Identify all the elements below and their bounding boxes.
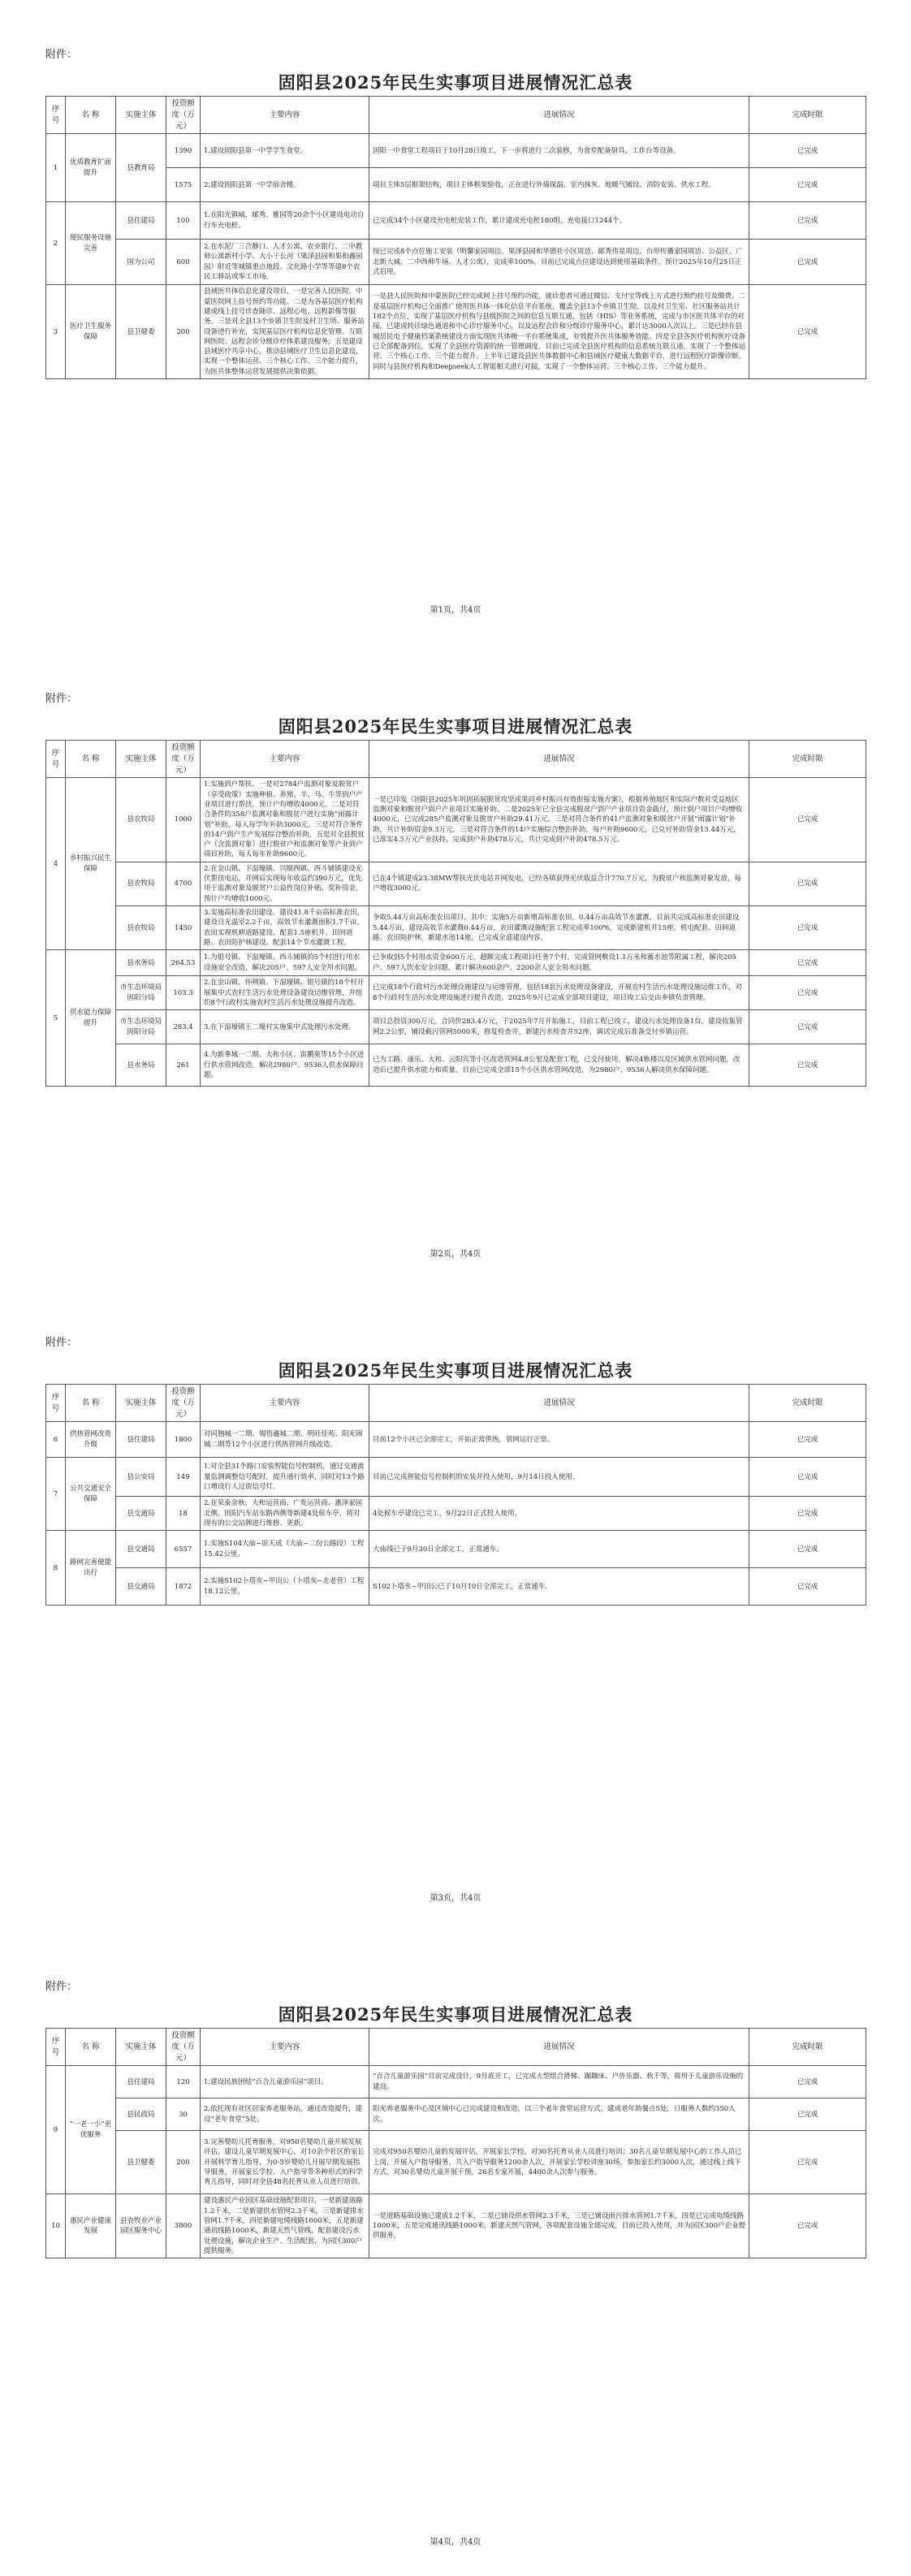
- name-cell: “一老一小”更优服务: [66, 2066, 116, 2194]
- header-row: [46, 1385, 866, 1422]
- table-row: [46, 202, 866, 240]
- name-cell: 乡村振兴民生保障: [66, 778, 116, 950]
- done-cell: 已完成: [749, 2098, 866, 2131]
- header-row: [46, 97, 866, 134]
- unit-cell: 县交通局: [116, 1531, 166, 1568]
- amount-cell: 1575: [166, 168, 201, 202]
- done-cell: 已完成: [749, 2194, 866, 2258]
- table-row: [46, 1044, 866, 1087]
- table-row: [46, 862, 866, 905]
- table-row: [46, 2131, 866, 2194]
- unit-cell: 县住建局: [116, 202, 166, 240]
- progress-cell: S102卜塔亥~甲田公已于10月10日全部完工，正常通车。: [369, 1568, 749, 1606]
- column-header: 主要内容: [201, 1385, 369, 1422]
- name-cell: 供热管网改造升级: [66, 1422, 116, 1458]
- unit-cell: 县农牧局: [116, 862, 166, 905]
- table-row: [46, 2194, 866, 2258]
- done-cell: 已完成: [749, 1010, 866, 1044]
- page-4: [0, 1932, 911, 2576]
- table-title: 固阳县2025年民生实事项目进展情况汇总表: [278, 1360, 633, 1381]
- progress-cell: 已完成34个小区建设充电桩安装工作，累计建成充电桩180组，充电接口1244个。: [369, 202, 749, 240]
- table-title: 固阳县2025年民生实事项目进展情况汇总表: [278, 2004, 633, 2025]
- amount-cell: 120: [166, 2066, 201, 2098]
- progress-cell: 一是道路基础设施已建成1.2千米，二是已铺设供水管网2.3千米，三是已铺设雨污排水管网1.7千米，四是已完成电缆线路1000米，五是完成通讯线路1000米，新建天然气管网，各项配套设施全部完成，目前已投入使用，并为园区300户企业提供服务。: [369, 2194, 749, 2258]
- content-cell: 2.在水泥厂三合静口、人才公寓、农业银行、二中教师公寓新村小学、大小干长河（果泽县园和果和鑫园园）附近等城镇重点地段、文化路小学等等建8个农民工驿站或零工市场。: [201, 240, 369, 285]
- content-cell: 2.在金山镇、怀朔镇、下湿壕镇、银号镇的18个村开展集中式农村生活污水处理设备建设运维管理，并组织8个行政村实施农村生活污水处理设施提升改造。: [201, 976, 369, 1010]
- content-cell: 1.在阳光镇城、邮秀、雅园等20余个小区建设电动自行车充电桩。: [201, 202, 369, 240]
- column-header: 名 称: [66, 97, 116, 134]
- column-header: 序号: [46, 2029, 66, 2066]
- amount-cell: 283.4: [166, 1010, 201, 1044]
- unit-cell: 县公安局: [116, 1458, 166, 1497]
- unit-cell: 县水务局: [116, 950, 166, 976]
- content-cell: 县域医共体信息化建设项目，一是完善人民医院、中蒙医院网上挂号预约等功能。二是为各基层医疗机构建成线上挂号诊查随诊、远程心电、远程影像等服务。三是对全县13个乡镇卫生院及村卫生所、服务站设备进行补充，实现基层医疗机构信息化管理、互联网医院、远程会诊分级诊疗体系建设服务。五是建设县域医疗共享中心，推动县域医疗卫生信息化建设，实现一个整体运营、三个核心工作、三个能力提升，为医共体整体运营发展提供决策依据。: [201, 285, 369, 379]
- table-row: [46, 778, 866, 862]
- progress-cell: 已为工路、康乐、大和、云阳宾等小区改造管网4.8公里及配套工程，已交付使用，解决4栋楼以及区域供水管网问题，改造后已提升供水能力和质量。目前已完成全部15个小区供水管网改造，为2980户、9536人解决供水保障问题。: [369, 1044, 749, 1087]
- content-cell: 1.为银号镇、下湿壕镇、西斗铺镇的5个村进行用水设施安全改造，解决205户、597人安全用水问题。: [201, 950, 369, 976]
- name-cell: 公共交通安全保障: [66, 1458, 116, 1531]
- column-header: 主要内容: [201, 741, 369, 778]
- amount-cell: 264.53: [166, 950, 201, 976]
- done-cell: 已完成: [749, 285, 866, 379]
- progress-cell: 阳光养老服务中心及区域中心已完成建设和改造，以三个老年食堂运营方式，建成老年助餐点5处，日服务人数约350人次。: [369, 2098, 749, 2131]
- table-row: [46, 134, 866, 168]
- progress-cell: “百合儿童游乐园”目前完成设计，9月底开工，已完成大型组合滑梯、蹦蹦床、户外乐器、秋千等，将用于儿童游乐设施的建设。: [369, 2066, 749, 2098]
- progress-cell: 大庙线已于9月30日全部完工，正常通车。: [369, 1531, 749, 1568]
- done-cell: 已完成: [749, 976, 866, 1010]
- seq-cell: 7: [46, 1458, 66, 1531]
- content-cell: 2.在荣泰金秋、大和运营商、广发运营商、惠泽家园北侧、固阳汽车站东路西侧等新建4处候车亭，将对现有的公交站牌进行维修、更新。: [201, 1497, 369, 1531]
- done-cell: 已完成: [749, 1568, 866, 1606]
- table-row: [46, 168, 866, 202]
- done-cell: 已完成: [749, 202, 866, 240]
- progress-table: [45, 740, 866, 1087]
- page-2: [0, 644, 911, 1288]
- column-header: 序号: [46, 1385, 66, 1422]
- column-header: 进展情况: [369, 1385, 749, 1422]
- table-row: [46, 906, 866, 950]
- seq-cell: 1: [46, 134, 66, 202]
- done-cell: 已完成: [749, 862, 866, 905]
- table-row: [46, 1531, 866, 1568]
- progress-cell: 完成对950名婴幼儿童的发展评估，开展家长学校。对30名托育从业人员进行培训；30名儿童早期发展中心的工作人员已上岗，开展入户指导服务，共入户指导服务1200余人次，开展家长学校讲座30场，参加家长约3000人次，通过线上线下方式，对30名婴幼儿童开展干预，26名专家开展，4400余人次参与服务。: [369, 2131, 749, 2194]
- content-cell: 4.为新華城一二期、大和小区、雷鹏苑等15个小区进行供水管网改造，解决2980户、9536人供水保障问题。: [201, 1044, 369, 1087]
- name-cell: 便民服务设施完善: [66, 202, 116, 285]
- amount-cell: 6557: [166, 1531, 201, 1568]
- content-cell: 1.实施S104大庙~原天成（大庙~二份公路段）工程15.42公里。: [201, 1531, 369, 1568]
- seq-cell: 4: [46, 778, 66, 950]
- unit-cell: 市生态环境局固阳分局: [116, 976, 166, 1010]
- unit-cell: 国为公司: [116, 240, 166, 285]
- done-cell: 已完成: [749, 1044, 866, 1087]
- column-header: 主要内容: [201, 2029, 369, 2066]
- content-cell: 2.建设固阳县第一中学宿舍楼。: [201, 168, 369, 202]
- amount-cell: 1450: [166, 906, 201, 950]
- table-row: [46, 1497, 866, 1531]
- amount-cell: 3800: [166, 2194, 201, 2258]
- table-row: [46, 1422, 866, 1458]
- unit-cell: 县卫健委: [116, 285, 166, 379]
- page-footer: 第1页，共4页: [430, 606, 481, 615]
- column-header: 投资额度（万元）: [166, 741, 201, 778]
- progress-cell: 一是县人民医院和中蒙医院已经完成网上挂号预约功能，就诊患者可通过微信、支付宝等线上方式进行预约挂号及缴费。二是基层医疗机构已全面推广使用医共体一体化信息平台系统，覆盖全县13个乡镇卫生院，以及村卫生室、社区服务站共计182个点位，实现了基层医疗机构与县级医院之间的信息互联互通，包括（HIS）等业务系统，完成与市区医共体平台的对接，已建成转诊绿色通道和中心诊疗服务中心，以及远程会诊和分级诊疗服务中心，累计达3000人次以上。三是已经在县城居民电子健康档案系统建设方面实现医共体统一平台系统集成，有效提升医共体服务效能。四是全县各医疗机构医疗设备已全部配备到位，实现了全县医疗资源的统一管理调度。目前已完成全县医疗机构的信息系统互联互通，实现了一个整体运营、三个核心工作、三个能力提升。上半年已建设县医共体数据中心和县域医疗健康大数据平台，进行远程医疗影像诊断。同时与县医疗机构和Deepseek人工智能相关进行对接，实现了一个整体运营、三个核心工作、三个能力提升。: [369, 285, 749, 379]
- done-cell: 已完成: [749, 1497, 866, 1531]
- content-cell: 建设惠民产业园区基础设施配套项目，一是新建道路1.2千米，二是新建供水管网2.3千米，三是新建排水管网1.7千米，四是新建电缆线路1000米，五是新建通讯线路1000米，新建天然气管线，配套建设污水处理设施，解决企业生产、生活配套，为园区300户提供服务。: [201, 2194, 369, 2258]
- header-row: [46, 741, 866, 778]
- content-cell: 2.实施S102卜塔亥~甲田公（卜塔亥~北老营）工程18.12公里。: [201, 1568, 369, 1606]
- page-footer: 第3页，共4页: [430, 1894, 481, 1903]
- done-cell: 已完成: [749, 950, 866, 976]
- column-header: 名 称: [66, 2029, 116, 2066]
- amount-cell: 600: [166, 240, 201, 285]
- content-cell: 3.完善婴幼儿托育服务，对950名婴幼儿童开展发展评估，建设儿童早期发展中心，对10余个社区的家长开展科学育儿指导，为0-3岁婴幼儿开展早期发展指导服务，开展家长学校、入户指导等多种形式的科学育儿指导，同时对全县48名托育从业人员进行培训。: [201, 2131, 369, 2194]
- amount-cell: 18: [166, 1497, 201, 1531]
- progress-cell: 一是已印发《固阳县2025年巩固拓展脱贫攻坚成果同乡村振兴有效衔接实施方案》，根据养殖地区和实际户数对受益地区监测对象和脱贫户到户产业项目实施补助。二是2025年已全县完成脱贫户到户产业项目资金拨付，预计到户项目户均增收4000元，已完成285户监测对象及脱贫户补助29.41万元。三是对符合条件的41户监测对象和脱贫户开展“雨露计划”补助，共计补助资金9.3万元。三是对符合条件的14户实施综合整治补助，每户补助9600元，已兑付补助资金13.44万元，已落实4.5万元产业扶持，完成到户补助478万元，共计完成到户补助478.5万元。: [369, 778, 749, 862]
- unit-cell: 县农牧业产业园区服务中心: [116, 2194, 166, 2258]
- amount-cell: 261: [166, 1044, 201, 1087]
- seq-cell: 9: [46, 2066, 66, 2194]
- progress-cell: 争取5.44万亩高标准农田项目，其中：实施5万亩新增高标准农田，0.44万亩高效节水灌溉，目前共完成高标准农田建设5.44万亩，建设高效节水灌溉0.44万亩，农田灌溉设施配套工程完成率100%，完成新建机井15座、机电配套、田间道路、农田防护林，新建水池14座，已完成全部建设内容。: [369, 906, 749, 950]
- column-header: 投资额度（万元）: [166, 97, 201, 134]
- table-row: [46, 976, 866, 1010]
- column-header: 投资额度（万元）: [166, 1385, 201, 1422]
- table-title: 固阳县2025年民生实事项目进展情况汇总表: [278, 72, 633, 93]
- column-header: 进展情况: [369, 97, 749, 134]
- progress-cell: 已在4个镇建成23.38MW帮扶光伏电站并网发电，已经各镇获得光伏收益合计770.7万元，为脱贫户和监测对象发放，每户增收3000元。: [369, 862, 749, 905]
- seq-cell: 8: [46, 1531, 66, 1606]
- seq-cell: 3: [46, 285, 66, 379]
- progress-table: [45, 2028, 866, 2258]
- content-cell: 2.依托现有社区居家养老服务站，通过改造提升，建设“老年食堂”5处。: [201, 2098, 369, 2131]
- seq-cell: 2: [46, 202, 66, 285]
- page-3: [0, 1288, 911, 1932]
- content-cell: 3.实施高标准农田建设。建设41.8千亩高标准农田，建设日光温室2.2千亩，高效节水灌溉面积1.7千亩，农田实现机耕道路建设、配套1.5座机井、田间道路、农田防护林建设、配套14个节水灌溉工程。: [201, 906, 369, 950]
- progress-cell: 目前12个小区已全部完工，开始正常供热，管网运行正常。: [369, 1422, 749, 1458]
- unit-cell: 县交通局: [116, 1568, 166, 1606]
- done-cell: 已完成: [749, 778, 866, 862]
- seq-cell: 5: [46, 950, 66, 1087]
- column-header: 实施主体: [116, 741, 166, 778]
- name-cell: 供水能力保障提升: [66, 950, 116, 1087]
- table-row: [46, 1568, 866, 1606]
- done-cell: 已完成: [749, 1458, 866, 1497]
- table-row: [46, 285, 866, 379]
- table-row: [46, 240, 866, 285]
- column-header: 名 称: [66, 1385, 116, 1422]
- table-row: [46, 950, 866, 976]
- content-cell: 1.实施到户帮扶。一是对2784户监测对象及脱贫户（享受政策）实施种植、养殖、羊、马、牛等到户产业项目进行帮扶，预计户均增收4000元。二是对符合条件的358户监测对象和脱贫户进行实施“雨露计划”补助，每人每学年补助3000元。三是对符合条件的14户到户生产发展综合整治补助，五是对全县脱贫户（含监测对象）进行脱贫户和监测对象等产业到户项目补助，每人每年补助9600元。: [201, 778, 369, 862]
- progress-cell: 目前已完成智能信号控制机的安装并投入使用，9月14日投入使用。: [369, 1458, 749, 1497]
- progress-cell: 已完成18个行政村污水处理设施建设与运维管理，包括18套污水处理设备建设，开展农村生活污水处理设施运维工作，对8个行政村生活污水处理设施进行提升改造。2025年9月已完成全部项目建设，项目竣工后交由乡镇负责管理。: [369, 976, 749, 1010]
- unit-cell: 县水务局: [116, 1044, 166, 1087]
- progress-table: [45, 96, 866, 379]
- page-footer: 第2页，共4页: [430, 1250, 481, 1259]
- amount-cell: 200: [166, 2131, 201, 2194]
- unit-cell: 市生态环境局固阳分局: [116, 1010, 166, 1044]
- progress-cell: 固阳一中食堂工程项目于10月28日竣工，下一步将进行二次装修，为食堂配备厨具、工作台等设备。: [369, 134, 749, 168]
- done-cell: 已完成: [749, 240, 866, 285]
- column-header: 实施主体: [116, 1385, 166, 1422]
- content-cell: 3.在下湿壕镇王二壕村实施集中式处理污水处理。: [201, 1010, 369, 1044]
- done-cell: 已完成: [749, 2066, 866, 2098]
- unit-cell: 县卫健委: [116, 2131, 166, 2194]
- amount-cell: 1390: [166, 134, 201, 168]
- progress-table: [45, 1384, 866, 1606]
- column-header: 进展情况: [369, 741, 749, 778]
- done-cell: 已完成: [749, 1422, 866, 1458]
- amount-cell: 103.3: [166, 976, 201, 1010]
- content-cell: 1.对全县31个路口安装智能信号控制机，通过交通流量监测调整信号配时，提升通行效率，同时对13个路口增设行人过街信号灯。: [201, 1458, 369, 1497]
- seq-cell: 6: [46, 1422, 66, 1458]
- progress-cell: 4处候车亭建设已完工，9月22日正式投入使用。: [369, 1497, 749, 1531]
- header-row: [46, 2029, 866, 2066]
- progress-cell: 项目主体5层框架结构，项目主体框架验收，正在进行外墙保温、室内抹灰、地暖气铺设、消防安装、供水工程。: [369, 168, 749, 202]
- table-row: [46, 1010, 866, 1044]
- column-header: 实施主体: [116, 97, 166, 134]
- unit-cell: 县教育局: [116, 134, 166, 202]
- content-cell: 1.建设固阳县第一中学学生食堂。: [201, 134, 369, 168]
- content-cell: 2.在金山镇、下湿壕镇、兴顺西镇、西斗铺镇建设光伏帮扶电站，并网后实现每年收益约390万元，优先用于监测对象及脱贫户公益性岗位补贴、奖补资金，预计户均增收1000元。: [201, 862, 369, 905]
- column-header: 序号: [46, 741, 66, 778]
- amount-cell: 1800: [166, 1422, 201, 1458]
- column-header: 实施主体: [116, 2029, 166, 2066]
- attachment-label: 附件：: [45, 1981, 78, 1993]
- table-title: 固阳县2025年民生实事项目进展情况汇总表: [278, 716, 633, 737]
- name-cell: 医疗卫生服务保障: [66, 285, 116, 379]
- attachment-label: 附件：: [45, 1337, 78, 1349]
- seq-cell: 10: [46, 2194, 66, 2258]
- amount-cell: 100: [166, 202, 201, 240]
- unit-cell: 县交通局: [116, 1497, 166, 1531]
- done-cell: 已完成: [749, 1531, 866, 1568]
- amount-cell: 1000: [166, 778, 201, 862]
- table-row: [46, 2098, 866, 2131]
- unit-cell: 县农牧局: [116, 906, 166, 950]
- amount-cell: 200: [166, 285, 201, 379]
- unit-cell: 县农牧局: [116, 778, 166, 862]
- page-1: [0, 0, 911, 644]
- name-cell: 惠民产业健康发展: [66, 2194, 116, 2258]
- column-header: 投资额度（万元）: [166, 2029, 201, 2066]
- amount-cell: 30: [166, 2098, 201, 2131]
- page-footer: 第4页，共4页: [430, 2538, 481, 2547]
- done-cell: 已完成: [749, 134, 866, 168]
- amount-cell: 4700: [166, 862, 201, 905]
- done-cell: 已完成: [749, 2131, 866, 2194]
- unit-cell: 县民政局: [116, 2098, 166, 2131]
- unit-cell: 县住建局: [116, 2066, 166, 2098]
- progress-cell: 按已完成8个点位施工安装（明馨家园周边、果泽县园和华德社小区周边、邮秀伟星周边、台形传播家园周边、公益区、广北新大城、二中西师牛场、人才公寓），完成率100%。目前已完成点位建设达到使用基础条件，预计2025年10月25日正式启用。: [369, 240, 749, 285]
- progress-cell: 已争取到5个村用水资金600万元，超额完成工程项目任务7个村，完成管网敷设1.1万米和蓄水池等附属工程，解决205户、597人饮水安全问题，累计解决600余户、2200余人安全用水问题。: [369, 950, 749, 976]
- done-cell: 已完成: [749, 906, 866, 950]
- column-header: 完成时限: [749, 1385, 866, 1422]
- column-header: 完成时限: [749, 97, 866, 134]
- column-header: 完成时限: [749, 741, 866, 778]
- name-cell: 优质教育扩面提升: [66, 134, 116, 202]
- table-row: [46, 1458, 866, 1497]
- column-header: 进展情况: [369, 2029, 749, 2066]
- attachment-label: 附件：: [45, 693, 78, 705]
- column-header: 名 称: [66, 741, 116, 778]
- amount-cell: 149: [166, 1458, 201, 1497]
- progress-cell: 项目总投资300万元，合同价283.4万元，于2025年7月开始施工，目前工程已竣工，建设污水处理设备1台，建设收集管网2.2公里，铺设截污管网5000米，修复检查井，新建污水检查井52座，调试完成后准备交付乡镇运营。: [369, 1010, 749, 1044]
- amount-cell: 1872: [166, 1568, 201, 1606]
- unit-cell: 县住建局: [116, 1422, 166, 1458]
- content-cell: 1.建设民族团结“百合儿童游乐园”项目。: [201, 2066, 369, 2098]
- attachment-label: 附件：: [45, 49, 78, 61]
- done-cell: 已完成: [749, 168, 866, 202]
- column-header: 主要内容: [201, 97, 369, 134]
- column-header: 完成时限: [749, 2029, 866, 2066]
- content-cell: 对同胞城一二期、锡悟鑫城二期、明旺佳苑、阳光锦城二期等12个小区进行供热管网升级改造。: [201, 1422, 369, 1458]
- table-row: [46, 2066, 866, 2098]
- column-header: 序号: [46, 97, 66, 134]
- name-cell: 路网完善便捷出行: [66, 1531, 116, 1606]
